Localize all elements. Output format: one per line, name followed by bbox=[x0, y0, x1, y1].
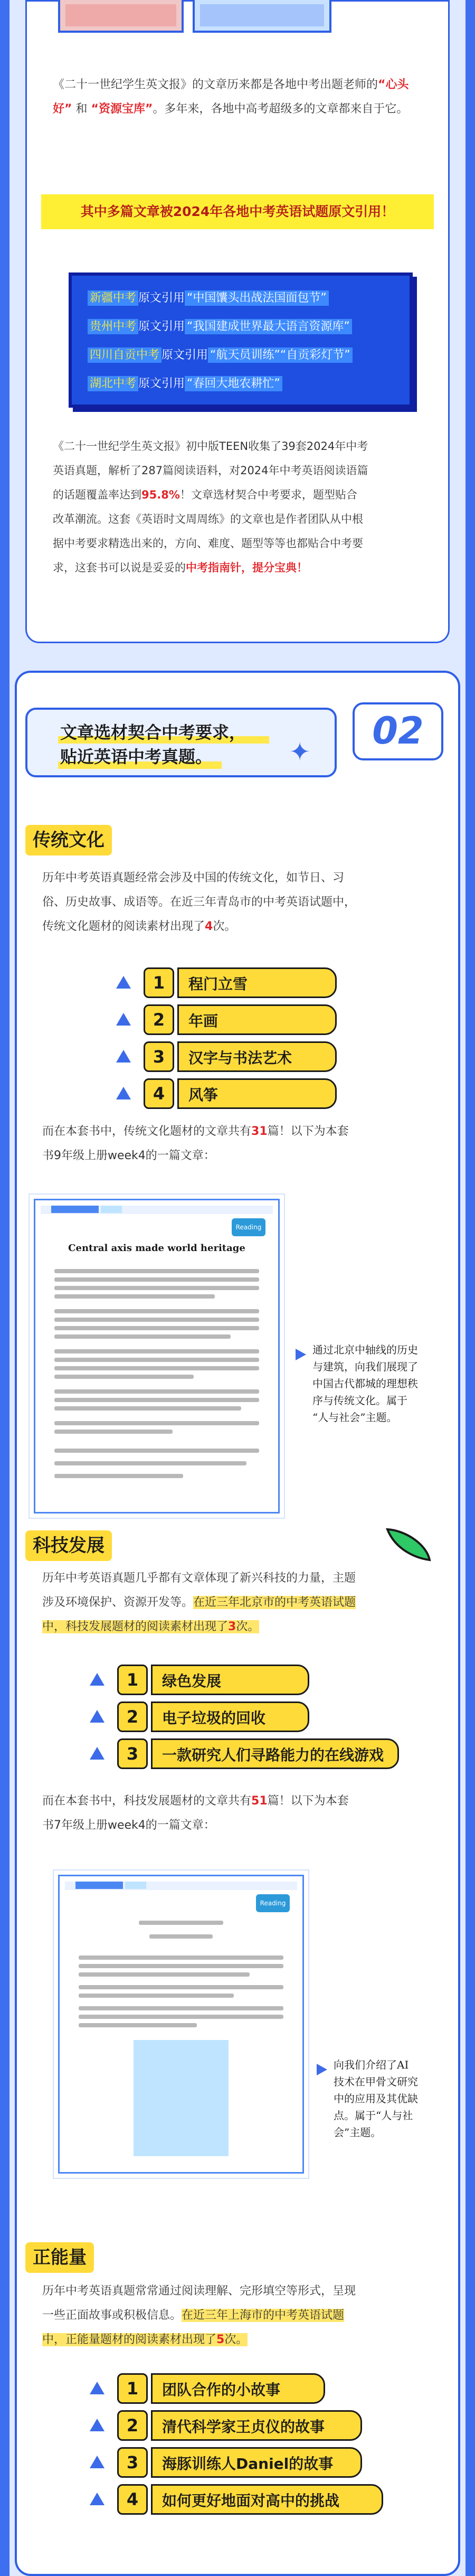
triangle-icon bbox=[90, 2419, 104, 2431]
section-number: 02 bbox=[353, 702, 443, 760]
triangle-icon bbox=[90, 2493, 104, 2505]
book-image-left bbox=[58, 0, 184, 33]
culture-note: 通过北京中轴线的历史 与建筑，向我们展现了 中国古代都城的理想秩 序与传统文化。属于 “人与社会”主题。 bbox=[312, 1343, 418, 1424]
list-item: 4 如何更好地面对高中的挑战 bbox=[90, 2484, 385, 2516]
tech-count: 而在本套书中，科技发展题材的文章共有51篇！以下为本套 书7年级上册week4的一篇文章： bbox=[42, 1794, 349, 1832]
triangle-icon bbox=[116, 1050, 131, 1063]
list-item: 3 汉字与书法艺术 bbox=[116, 1041, 338, 1073]
leaf-icon bbox=[384, 1525, 433, 1563]
list-item: 1 程门立雪 bbox=[116, 967, 338, 999]
list-item: 1 团队合作的小故事 bbox=[90, 2373, 385, 2405]
triangle-icon bbox=[90, 1710, 104, 1723]
citation-box bbox=[69, 272, 413, 408]
coverage-paragraph: 《二十一世纪学生英文报》初中版TEEN收集了39套2024年中考 英语真题，解析了287篇阅读语料，对2024年中考英语阅读语篇 的话题覆盖率达到95.8%！文章选材契合中考要求，题型贴合 改革潮流。这套《英语时文周周练》的文章也是作者团队从中根 据中考要求精选出来的，方向、难度、题型等等也都贴合中考要 求，这套书可以说是妥妥的中考指南针，提分宝典！ bbox=[53, 440, 368, 574]
reading-badge: Reading bbox=[232, 1218, 265, 1236]
list-item: 2 清代科学家王贞仪的故事 bbox=[90, 2410, 385, 2442]
list-item: 4 风筝 bbox=[116, 1078, 338, 1110]
article-excerpt bbox=[58, 1875, 304, 2174]
intro-paragraph: 《二十一世纪学生英文报》的文章历来都是各地中考出题老师的“心头好” 和 “资源宝库”。多年来，各地中高考超级多的文章都来自于它。 bbox=[53, 78, 409, 116]
tech-note: 向我们介绍了AI 技术在甲骨文研究 中的应用及其优缺 点。属于“人与社 会”主题。 bbox=[334, 2058, 418, 2139]
culture-paragraph: 历年中考英语真题经常会涉及中国的传统文化，如节日、习 俗、历史故事、成语等。在近三年青岛市的中考英语试题中， 传统文化题材的阅读素材出现了4次。 bbox=[42, 871, 356, 933]
pointer-icon bbox=[317, 2064, 327, 2075]
reading-badge: Reading bbox=[256, 1894, 290, 1912]
triangle-icon bbox=[116, 1087, 131, 1099]
triangle-icon bbox=[90, 1747, 104, 1760]
oracle-bone-image bbox=[134, 2040, 229, 2156]
excerpt-title: Central axis made world heritage bbox=[68, 1243, 245, 1254]
section-tag-tech: 科技发展 bbox=[25, 1530, 112, 1561]
citation-row: 四川自贡中考 原文引用 “航天员训练”“自贡彩灯节” bbox=[88, 344, 353, 366]
citation-row: 贵州中考 原文引用 “我国建成世界最大语言资源库” bbox=[88, 316, 352, 338]
list-item: 3 一款研究人们寻路能力的在线游戏 bbox=[90, 1738, 396, 1770]
triangle-icon bbox=[90, 2382, 104, 2394]
article-excerpt bbox=[34, 1199, 280, 1513]
list-item: 3 海豚训练人Daniel的故事 bbox=[90, 2447, 385, 2479]
pointer-icon bbox=[296, 1349, 306, 1360]
cited-banner: 其中多篇文章被2024年各地中考英语试题原文引用！ bbox=[41, 194, 434, 229]
list-item: 2 电子垃圾的回收 bbox=[90, 1701, 385, 1733]
energy-paragraph: 历年中考英语真题常常通过阅读理解、完形填空等形式，呈现 一些正面故事或积极信息。在近三年上海市的中考英语试题 中，正能量题材的阅读素材出现了5次。 bbox=[42, 2284, 356, 2346]
sparkle-icon: ✦ bbox=[289, 737, 311, 767]
section-tag-culture: 传统文化 bbox=[25, 825, 112, 855]
citation-row: 湖北中考 原文引用 “春回大地农耕忙” bbox=[88, 373, 282, 395]
section-tag-energy: 正能量 bbox=[25, 2242, 94, 2273]
book-image-right bbox=[193, 0, 331, 33]
triangle-icon bbox=[116, 976, 131, 989]
list-item: 1 绿色发展 bbox=[90, 1665, 385, 1696]
culture-count: 而在本套书中，传统文化题材的文章共有31篇！以下为本套 书9年级上册week4的一篇文章： bbox=[42, 1125, 349, 1162]
triangle-icon bbox=[90, 2456, 104, 2468]
list-item: 2 年画 bbox=[116, 1004, 338, 1036]
triangle-icon bbox=[116, 1013, 131, 1026]
triangle-icon bbox=[90, 1673, 104, 1686]
tech-paragraph: 历年中考英语真题几乎都有文章体现了新兴科技的力量，主题 涉及环境保护、资源开发等。在近三年北京市的中考英语试题 中，科技发展题材的阅读素材出现了3次。 bbox=[42, 1572, 356, 1633]
section-heading: 文章选材契合中考要求， 贴近英语中考真题。 bbox=[60, 722, 246, 767]
citation-row: 新疆中考 原文引用 “中国馕头出战法国面包节” bbox=[88, 287, 329, 309]
